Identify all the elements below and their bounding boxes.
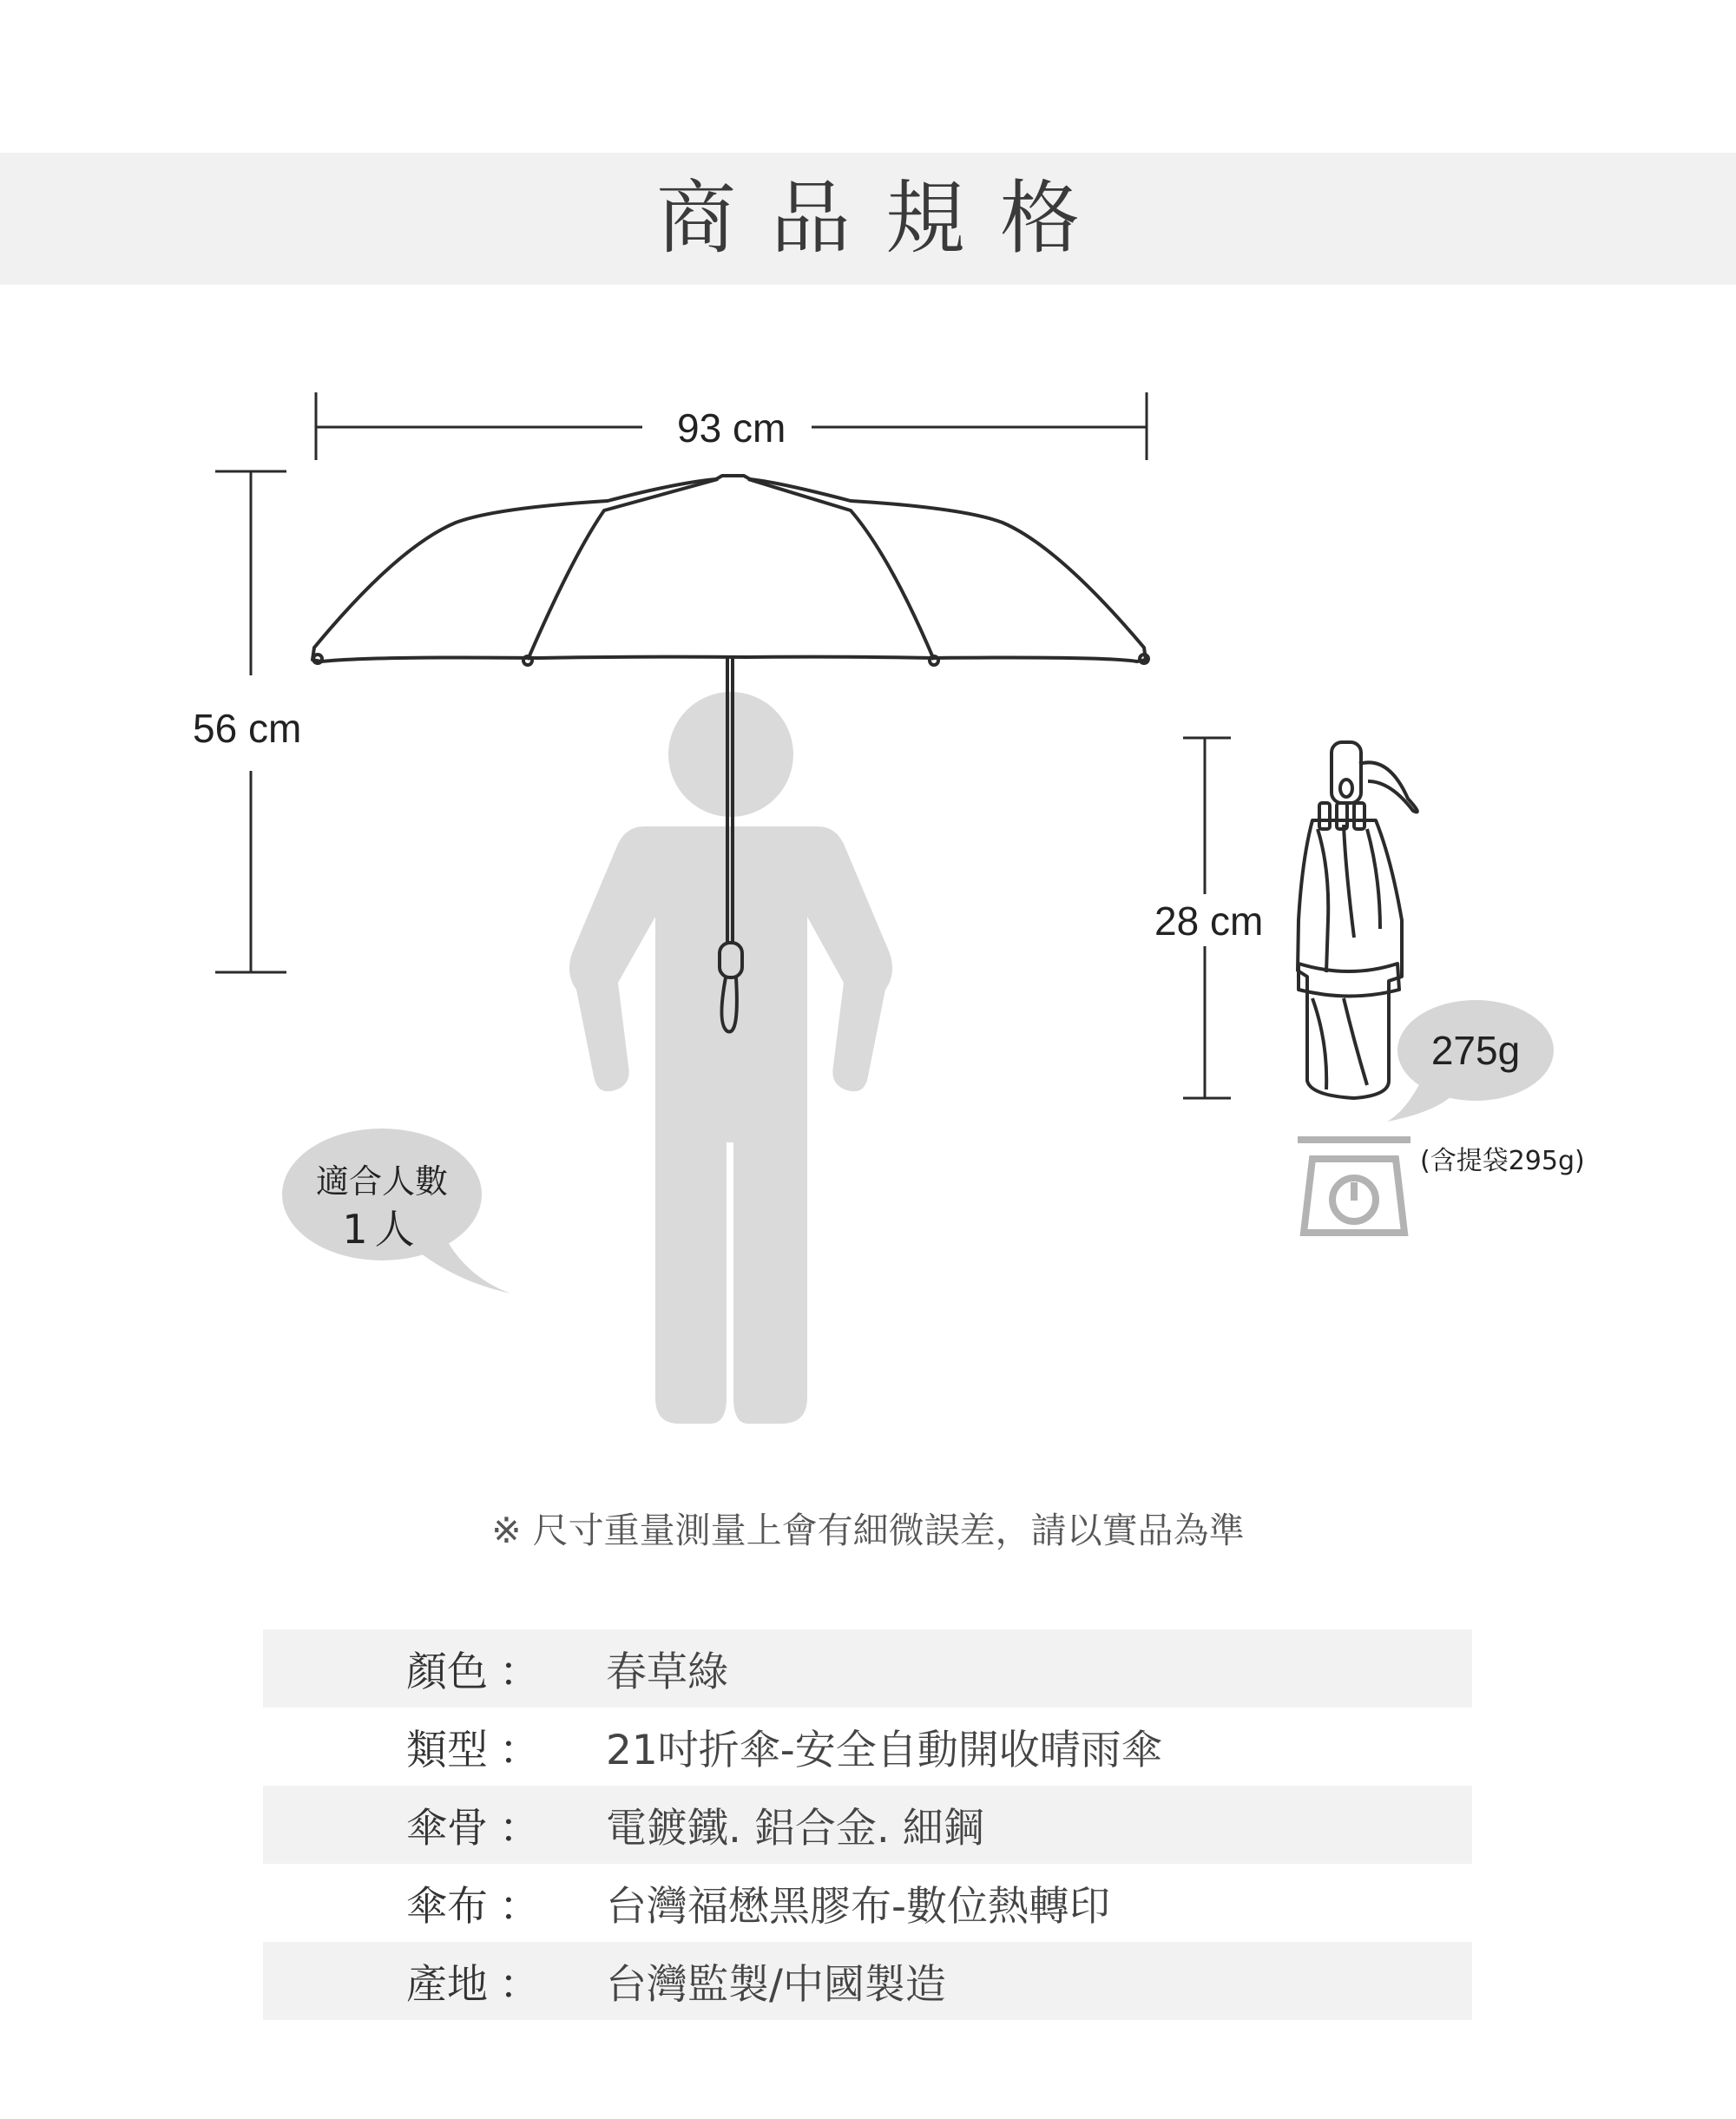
spec-row bbox=[263, 1629, 1472, 1708]
capacity-value: 1人 bbox=[342, 1206, 422, 1253]
spec-colon: ： bbox=[499, 1804, 540, 1852]
capacity-label: 適合人數 bbox=[315, 1162, 448, 1201]
spec-colon: ： bbox=[499, 1648, 540, 1696]
open-width-label: 93 cm bbox=[677, 405, 786, 451]
spec-value: 台灣監製/中國製造 bbox=[606, 1960, 946, 2009]
page-title: 商品規格 bbox=[655, 172, 1115, 265]
spec-row bbox=[263, 1708, 1472, 1786]
spec-label: 顏色 bbox=[406, 1648, 488, 1696]
weight-value: 275g bbox=[1430, 1028, 1521, 1073]
spec-label: 傘布 bbox=[406, 1882, 488, 1931]
spec-value: 21吋折傘-安全自動開收晴雨傘 bbox=[606, 1726, 1162, 1774]
spec-label: 傘骨 bbox=[406, 1804, 488, 1852]
open-height-label: 56 cm bbox=[193, 706, 302, 751]
spec-colon: ： bbox=[499, 1726, 540, 1774]
spec-value: 台灣福懋黑膠布-數位熱轉印 bbox=[606, 1882, 1110, 1931]
spec-value: 春草綠 bbox=[606, 1648, 728, 1696]
scale-icon bbox=[1298, 1140, 1410, 1233]
spec-table bbox=[263, 1629, 1472, 2020]
spec-row bbox=[263, 1864, 1472, 1942]
folded-length-label: 28 cm bbox=[1154, 898, 1264, 944]
spec-row bbox=[263, 1942, 1472, 2020]
spec-colon: ： bbox=[499, 1882, 540, 1931]
spec-label: 類型 bbox=[406, 1726, 488, 1774]
measurement-note: ※ 尺寸重量測量上會有細微誤差，請以實品為準 bbox=[491, 1510, 1245, 1551]
spec-colon: ： bbox=[499, 1960, 540, 2009]
spec-row bbox=[263, 1786, 1472, 1864]
spec-label: 產地 bbox=[406, 1960, 488, 2009]
spec-value: 電鍍鐵. 鋁合金. 細鋼 bbox=[606, 1804, 984, 1852]
weight-with-bag: (含提袋295g) bbox=[1420, 1146, 1585, 1176]
